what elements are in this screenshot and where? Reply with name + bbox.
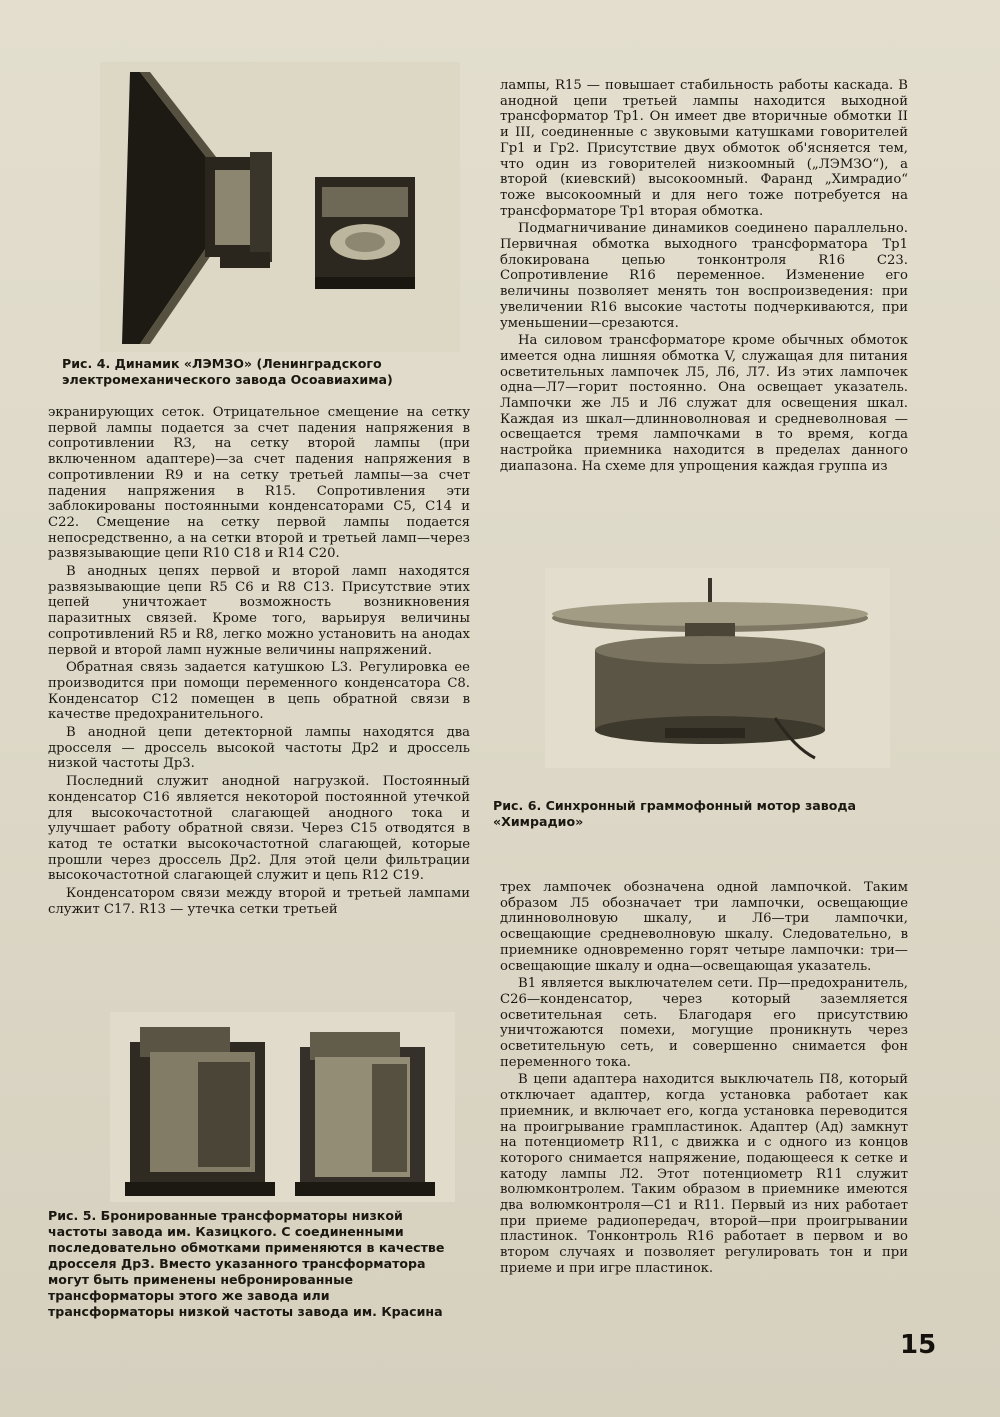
figure-4-caption: Рис. 4. Динамик «ЛЭМЗО» (Ленинградского электромеханического завода Осоавиахима) — [62, 356, 393, 387]
right-paragraph-1: лампы, R15 — повышает стабильность работы каскада. В анодной цепи третьей лампы находится выходной трансформатор Тр1. Он имеет две вторичные обмотки II и III, соединенные с звуковыми катушками говорителей Гр1 и Гр2. Присутствие двух обмоток об'ясняется тем, что один из говорителей низкоомный („ЛЭМЗО“), а второй (киевский) высокоомный. Фаранд „Химрадио“ тоже высокоомный и для него тоже потребуется на трансформаторе Тр1 вторая обмотка. — [500, 78, 908, 219]
figure-6-caption: Рис. 6. Синхронный граммофонный мотор завода «Химрадио» — [493, 798, 857, 829]
right-column-top — [500, 78, 908, 477]
page-number: 15 — [900, 1330, 937, 1360]
right-paragraph-6: В цепи адаптера находится выключатель П8, который отключает адаптер, когда установка работает как приемник, и включает его, когда установка переводится на проигрывание грампластинок. Адаптер (Ад) замкнут на потенциометр R11, с движка и с одного из концов которого снимается напряжение, подающееся к сетке и катоду лампы Л2. Этот потенциометр R11 служит волюмконтролем. Таким образом в приемнике имеются два волюмконтроля—C1 и R11. Первый из них работает при приеме радиопередач, второй—при проигрывании пластинок. Тонконтроль R16 работает в первом и во втором случаях и позволяет регулировать тон и при приеме и при игре пластинок. — [500, 1072, 908, 1276]
left-column — [48, 405, 470, 920]
right-paragraph-5: B1 является выключателем сети. Пр—предохранитель, C26—конденсатор, через который заземляется осветительная сеть. Благодаря его присутствию уничтожаются помехи, могущие проникнуть через осветительную сеть, и совершенно снимается фон переменного тока. — [500, 976, 908, 1070]
left-paragraph-5: Последний служит анодной нагрузкой. Постоянный конденсатор C16 является некоторой постоянной утечкой для высокочастотной слагающей анодного тока и улучшает работу обратной связи. Через C15 отводятся в катод те остатки высокочастотной слагающей, которые прошли через дроссель Др2. Для этой цели фильтрации высокочастотной слагающей служит и цепь R12 C19. — [48, 774, 470, 884]
figure-6-photo — [545, 568, 890, 768]
figure-5-caption: Рис. 5. Бронированные трансформаторы низкой частоты завода им. Казицкого. С соединенными последовательно обмотками применяются в качестве дросселя Др3. Вместо указанного трансформатора могут быть применены небронированные трансформаторы этого же завода или трансформаторы низкой частоты завода им. Красина — [48, 1208, 445, 1319]
left-paragraph-6: Конденсатором связи между второй и третьей лампами служит C17. R13 — утечка сетки третьей — [48, 886, 470, 917]
figure-5-photo — [110, 1012, 455, 1202]
right-column-bottom — [500, 880, 908, 1279]
left-paragraph-1: экранирующих сеток. Отрицательное смещение на сетку первой лампы подается за счет падения напряжения в сопротивлении R3, на сетку второй лампы (при включенном адаптере)—за счет падения напряжения в сопротивлении R9 и на сетку третьей лампы—за счет падения напряжения в R15. Сопротивления эти заблокированы постоянными конденсаторами C5, C14 и C22. Смещение на сетку первой лампы подается непосредственно, а на сетки второй и третьей ламп—через развязывающие цепи R10 C18 и R14 C20. — [48, 405, 470, 562]
right-paragraph-4: трех лампочек обозначена одной лампочкой. Таким образом Л5 обозначает три лампочки, освещающие длинноволновую шкалу, и Л6—три лампочки, освещающие средневолновую шкалу. Следовательно, в приемнике одновременно горят четыре лампочки: три—освещающие шкалу и одна—освещающая указатель. — [500, 880, 908, 974]
left-paragraph-2: В анодных цепях первой и второй ламп находятся развязывающие цепи R5 C6 и R8 C13. Присутствие этих цепей уничтожает возможность возникновения паразитных связей. Кроме того, варьируя величины сопротивлений R5 и R8, легко можно установить на анодах первой и второй ламп нужные величины напряжений. — [48, 564, 470, 658]
transformers-image — [110, 1012, 455, 1202]
figure-4-photo — [100, 62, 460, 352]
right-paragraph-3: На силовом трансформаторе кроме обычных обмоток имеется одна лишняя обмотка V, служащая для питания осветительных лампочек Л5, Л6, Л7. Из этих лампочек одна—Л7—горит постоянно. Она освещает указатель. Лампочки же Л5 и Л6 служат для освещения шкал. Каждая из шкал—длинноволновая и средневолновая — освещается тремя лампочками в то время, когда настройка приемника находится в пределах данного диапазона. На схеме для упрощения каждая группа из — [500, 333, 908, 474]
loudspeaker-image — [100, 62, 460, 352]
left-paragraph-3: Обратная связь задается катушкою L3. Регулировка ее производится при помощи переменного конденсатора C8. Конденсатор C12 помещен в цепь обратной связи в качестве предохранительного. — [48, 660, 470, 723]
gramophone-motor-image — [545, 568, 890, 768]
left-paragraph-4: В анодной цепи детекторной лампы находятся два дросселя — дроссель высокой частоты Др2 и дроссель низкой частоты Др3. — [48, 725, 470, 772]
right-paragraph-2: Подмагничивание динамиков соединено параллельно. Первичная обмотка выходного трансформатора Тр1 блокирована цепью тонконтроля R16 C23. Сопротивление R16 переменное. Изменение его величины позволяет менять тон воспроизведения: при увеличении R16 высокие частоты подчеркиваются, при уменьшении—срезаются. — [500, 221, 908, 331]
